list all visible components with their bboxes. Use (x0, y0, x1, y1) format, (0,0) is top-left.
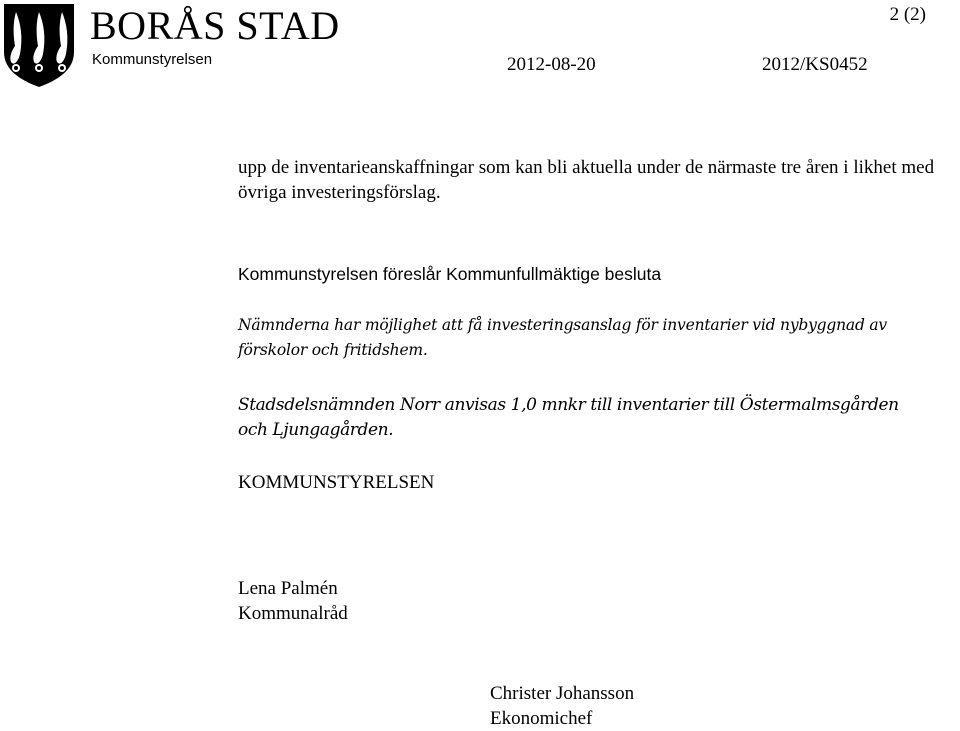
board-name: KOMMUNSTYRELSEN (238, 472, 435, 493)
decision-paragraph-2: Stadsdelsnämnden Norr anvisas 1,0 mnkr till inventarier till Östermalmsgården och Ljungagården. (238, 395, 899, 440)
signer-1-title: Kommunalråd (238, 603, 348, 624)
department-name: Kommunstyrelsen (92, 51, 213, 68)
signer-2-name: Christer Johansson (490, 683, 635, 704)
proposal-heading: Kommunstyrelsen föreslår Kommunfullmäktige besluta (238, 264, 662, 284)
signer-1-name: Lena Palmén (238, 578, 338, 599)
intro-paragraph: upp de inventarieanskaffningar som kan bli aktuella under de närmaste tre åren i likhet med övriga investeringsförslag. (238, 157, 935, 203)
organization-name: BORÅS STAD (90, 3, 340, 48)
city-coat-of-arms-icon (2, 2, 76, 88)
signer-2-title: Ekonomichef (490, 708, 593, 729)
document-date: 2012-08-20 (507, 54, 596, 75)
document-reference: 2012/KS0452 (762, 54, 868, 75)
page-number: 2 (2) (889, 4, 926, 25)
decision-paragraph-1: Nämnderna har möjlighet att få investeringsanslag för inventarier vid nybyggnad av förskolor och fritidshem. (238, 316, 887, 359)
